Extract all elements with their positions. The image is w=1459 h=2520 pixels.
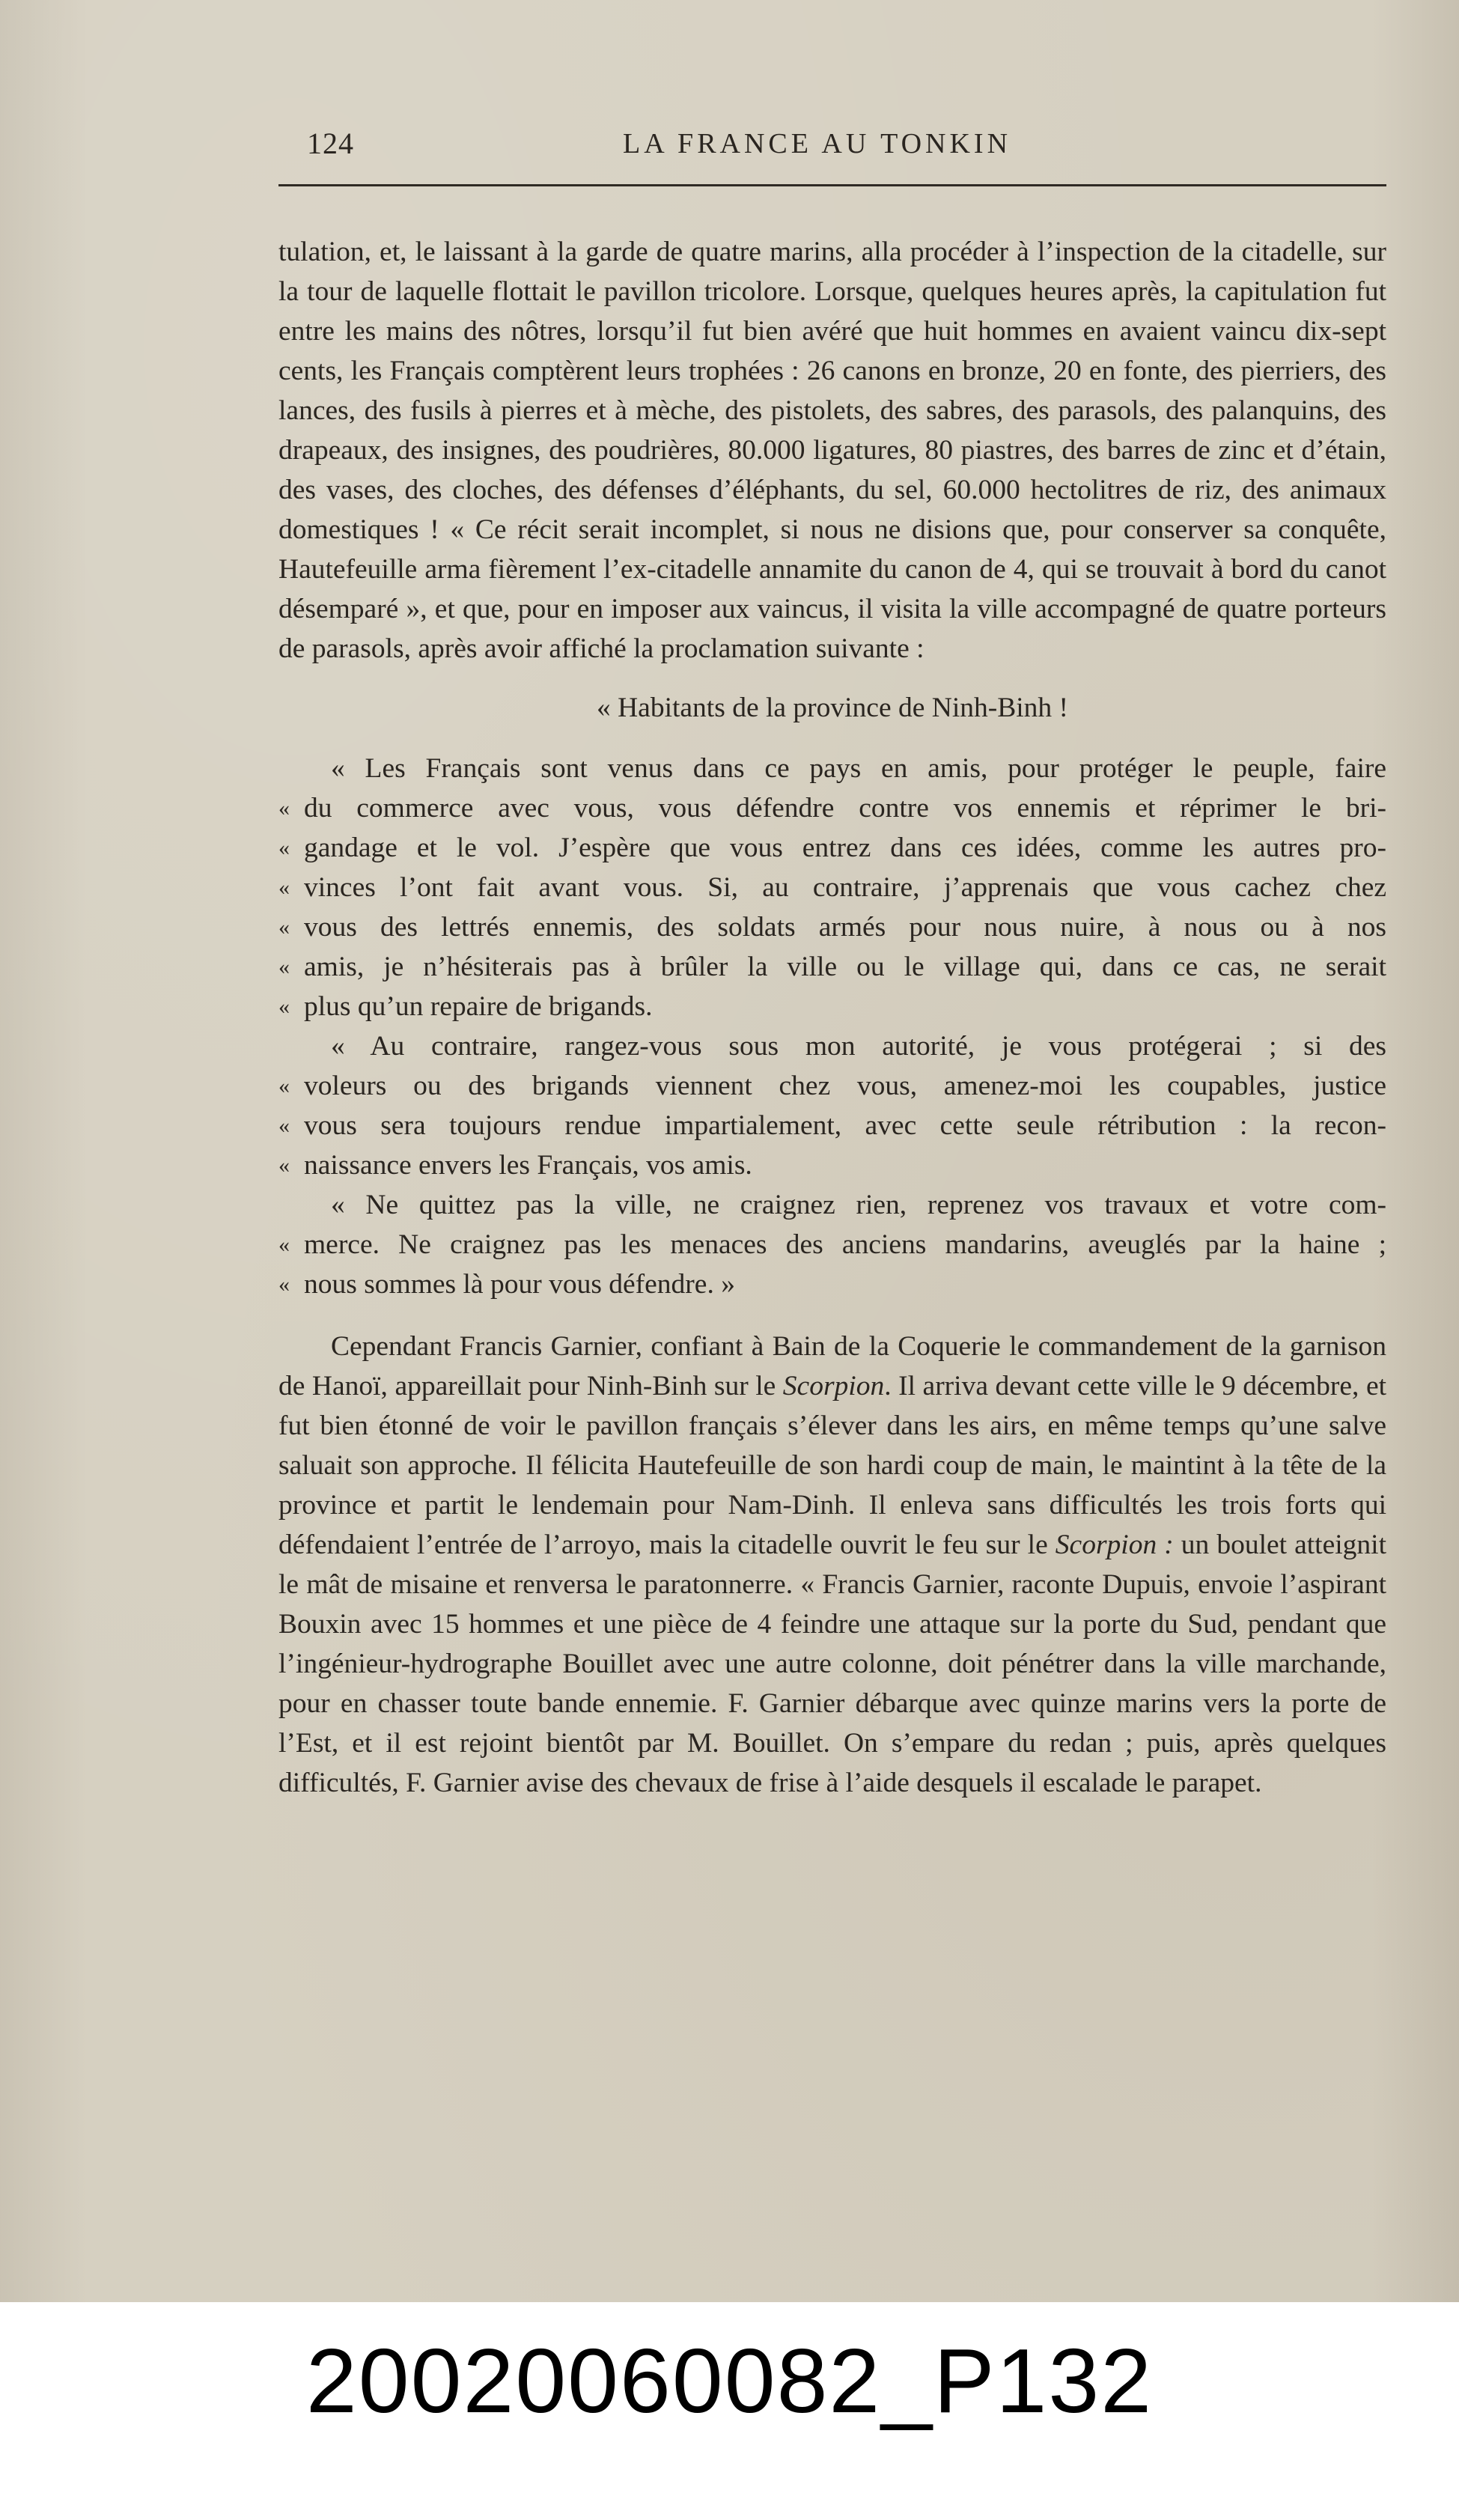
quote-line-text: voleurs ou des brigands viennent chez vous, amenez-moi les coupables, justice (304, 1071, 1386, 1101)
quote-line (278, 1106, 1386, 1145)
quote-line-text: du commerce avec vous, vous défendre contre vos ennemis et réprimer le bri- (304, 793, 1386, 824)
proclamation-heading: « Habitants de la province de Ninh-Binh ! (596, 693, 1069, 723)
quote-mark: « (278, 915, 290, 940)
paragraph-gap (278, 1304, 1386, 1327)
quote-line (278, 1066, 1386, 1106)
quote-line-text: vous sera toujours rendue impartialement, avec cette seule rétribution : la recon- (304, 1110, 1386, 1141)
proclamation-quote-1 (278, 749, 1386, 1026)
scan-id-caption: 20020060082_P132 (305, 2330, 1154, 2432)
running-head (278, 124, 1386, 174)
running-title: LA FRANCE AU TONKIN (623, 128, 1012, 159)
quote-line-text: amis, je n’hésiterais pas à brûler la ville ou le village qui, dans ce cas, ne serait (304, 952, 1386, 982)
quote-mark: « (278, 994, 290, 1019)
quote-mark: « (278, 875, 290, 900)
proclamation-quote-2 (278, 1026, 1386, 1185)
paragraph-text: un boulet atteignit le mât de misaine et renversa le paratonnerre. « Francis Garnier, raconte Dupuis, envoie l’aspirant Bouxin avec 15 hommes et une pièce de 4 feindre une attaque sur la porte du Sud, pendant que l’ingénieur-hydrographe Bouillet avec une autre colonne, doit pénétrer dans la ville marchande, pour en chasser toute bande ennemie. F. Garnier débarque avec quinze marins vers la porte de l’Est, et il est rejoint bientôt par M. Bouillet. On s’empare du redan ; puis, après quelques difficultés, F. Garnier avise des chevaux de frise à l’aide desquels il escalade le parapet. (278, 1530, 1386, 1798)
quote-line-text: vinces l’ont fait avant vous. Si, au contraire, j’apprenais que vous cachez chez (304, 872, 1386, 903)
header-rule (278, 184, 1386, 186)
quote-line (278, 788, 1386, 828)
paragraph-garnier (278, 1327, 1386, 1803)
quote-line (278, 1225, 1386, 1264)
quote-line: « Au contraire, rangez-vous sous mon autorité, je vous protégerai ; si des (331, 1031, 1386, 1062)
quote-mark: « (278, 1272, 290, 1297)
quote-line: « Les Français sont venus dans ce pays en amis, pour protéger le peuple, faire (331, 753, 1386, 784)
paragraph-text: . Il arriva devant cette ville le 9 décembre, et fut bien étonné de voir le pavillon français s’élever dans les airs, en même temps qu’une salve saluait son approche. Il félicita Hautefeuille de son hardi coup de main, le maintint à la tête de la province et partit le lendemain pour Nam-Dinh. Il enleva sans difficultés les trois forts qui défendaient l’entrée de l’arroyo, mais la citadelle ouvrit le feu sur le (278, 1371, 1387, 1560)
quote-line-text: gandage et le vol. J’espère que vous entrez dans ces idées, comme les autres pro- (304, 833, 1386, 863)
paragraph-text: Cependant Francis Garnier, confiant à Bain de la Coquerie le commandement de la garnison de Hanoï, appareillait pour Ninh-Binh sur le (278, 1331, 1386, 1401)
quote-mark: « (278, 1113, 290, 1138)
quote-line-text: vous des lettrés ennemis, des soldats armés pour nous nuire, à nous ou à nos (304, 912, 1386, 943)
text-block (278, 232, 1386, 1803)
quote-mark: « (278, 1153, 290, 1178)
quote-line-text: nous sommes là pour vous défendre. » (304, 1269, 735, 1300)
quote-line (278, 828, 1386, 868)
quote-mark: « (278, 836, 290, 860)
quote-mark: « (278, 1232, 290, 1257)
quote-line-text: plus qu’un repaire de brigands. (304, 991, 653, 1022)
quote-line (278, 1145, 1386, 1185)
page-number: 124 (307, 127, 354, 160)
quote-mark: « (278, 796, 290, 821)
quote-line (278, 987, 1386, 1026)
quote-line-text: naissance envers les Français, vos amis. (304, 1150, 752, 1181)
quote-mark: « (278, 1074, 290, 1098)
quote-line: « Ne quittez pas la ville, ne craignez rien, reprenez vos travaux et votre com- (331, 1190, 1386, 1220)
quote-line (278, 868, 1386, 907)
paragraph-continuation: tulation, et, le laissant à la garde de quatre marins, alla procéder à l’inspection de la citadelle, sur la tour de laquelle flottait le pavillon tricolore. Lorsque, quelques heures après, la capitulation fut entre les mains des nôtres, lorsqu’il fut bien avéré que huit hommes en avaient vaincu dix-sept cents, les Français comptèrent leurs trophées : 26 canons en bronze, 20 en fonte, des pierriers, des lances, des fusils à pierres et à mèche, des pistolets, des sabres, des parasols, des palanquins, des drapeaux, des insignes, des poudrières, 80.000 ligatures, 80 piastres, des barres de zinc et d’étain, des vases, des cloches, des défenses d’éléphants, du sel, 60.000 hectolitres de riz, des animaux domestiques ! « Ce récit serait incomplet, si nous ne disions que, pour conserver sa conquête, Hautefeuille arma fièrement l’ex-citadelle annamite du canon de 4, qui se trouvait à bord du canot désemparé », et que, pour en imposer aux vaincus, il visita la ville accompagné de quatre porteurs de parasols, après avoir affiché la proclamation suivante : (278, 237, 1386, 664)
proclamation-quote-3 (278, 1185, 1386, 1304)
ship-name: Scorpion : (1055, 1530, 1174, 1560)
quote-line (278, 1264, 1386, 1304)
ship-name: Scorpion (782, 1371, 885, 1401)
quote-mark: « (278, 955, 290, 979)
quote-line-text: merce. Ne craignez pas les menaces des anciens mandarins, aveuglés par la haine ; (304, 1229, 1386, 1260)
quote-line (278, 947, 1386, 987)
quote-line (278, 907, 1386, 947)
